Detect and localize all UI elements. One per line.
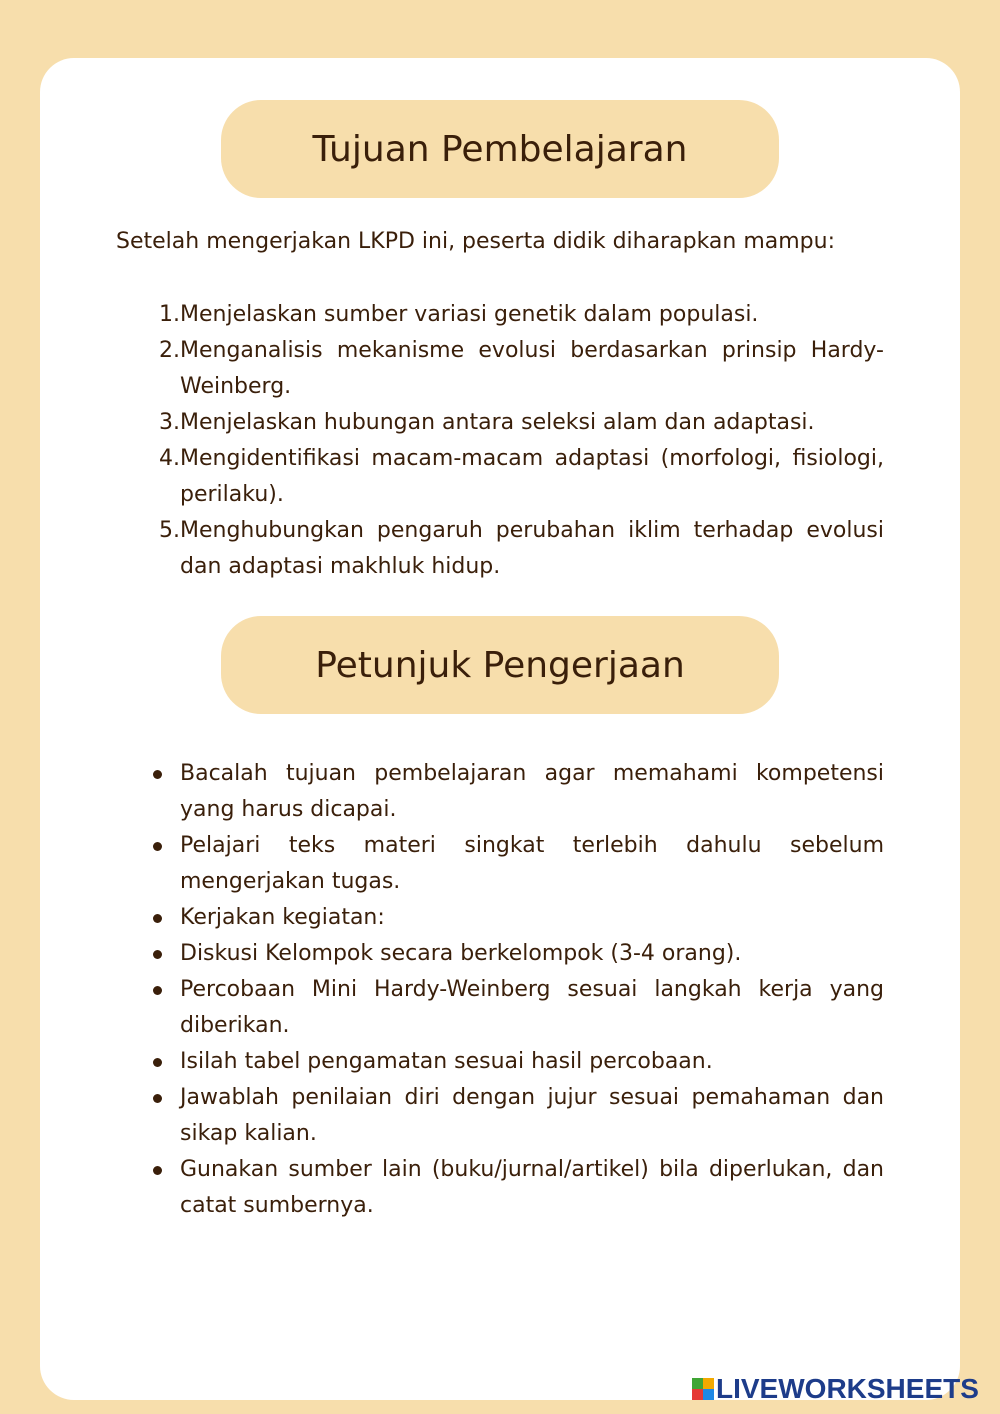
goal-number: 5. xyxy=(159,518,180,543)
instruction-item xyxy=(148,828,884,900)
goal-number: 2. xyxy=(159,338,180,363)
goal-item xyxy=(116,513,884,585)
heading-petunjuk-pengerjaan: Petunjuk Pengerjaan xyxy=(221,616,779,714)
goal-text: Menjelaskan sumber variasi genetik dalam populasi. xyxy=(180,302,759,327)
goal-text: Mengidentifikasi macam-macam adaptasi (morfologi, fisiologi, perilaku). xyxy=(180,446,884,507)
bullet-icon xyxy=(153,914,162,923)
learning-goals-list xyxy=(116,297,884,585)
bullet-icon xyxy=(153,1058,162,1067)
instruction-text: Percobaan Mini Hardy-Weinberg sesuai langkah kerja yang diberikan. xyxy=(180,977,884,1038)
instruction-text: Bacalah tujuan pembelajaran agar memahami kompetensi yang harus dicapai. xyxy=(180,761,884,822)
instruction-text: Jawablah penilaian diri dengan jujur sesuai pemahaman dan sikap kalian. xyxy=(180,1085,884,1146)
goal-number: 1. xyxy=(159,302,180,327)
bullet-icon xyxy=(153,950,162,959)
bullet-icon xyxy=(153,1166,162,1175)
brand-text: LIVEWORKSHEETS xyxy=(716,1373,979,1404)
bullet-icon xyxy=(153,1094,162,1103)
instruction-text: Kerjakan kegiatan: xyxy=(180,905,385,930)
instruction-item xyxy=(148,756,884,828)
instruction-text: Isilah tabel pengamatan sesuai hasil percobaan. xyxy=(180,1049,713,1074)
instruction-item xyxy=(148,1080,884,1152)
liveworksheets-logo-icon xyxy=(692,1378,714,1400)
instruction-text: Pelajari teks materi singkat terlebih dahulu sebelum mengerjakan tugas. xyxy=(180,833,884,894)
goal-text: Menghubungkan pengaruh perubahan iklim terhadap evolusi dan adaptasi makhluk hidup. xyxy=(180,518,884,579)
goal-item xyxy=(116,297,884,333)
goal-item xyxy=(116,441,884,513)
bullet-icon xyxy=(153,842,162,851)
bullet-icon xyxy=(153,986,162,995)
liveworksheets-brand[interactable] xyxy=(692,1374,979,1404)
goal-text: Menjelaskan hubungan antara seleksi alam dan adaptasi. xyxy=(180,410,815,435)
instruction-text: Diskusi Kelompok secara berkelompok (3-4 orang). xyxy=(180,941,742,966)
intro-paragraph: Setelah mengerjakan LKPD ini, peserta didik diharapkan mampu: xyxy=(116,229,836,254)
instruction-text: Gunakan sumber lain (buku/jurnal/artikel) bila diperlukan, dan catat sumbernya. xyxy=(180,1157,884,1218)
instruction-item xyxy=(148,972,884,1044)
instruction-item xyxy=(148,900,884,936)
instruction-item xyxy=(148,936,884,972)
bullet-icon xyxy=(153,770,162,779)
goal-number: 4. xyxy=(159,446,180,471)
goal-text: Menganalisis mekanisme evolusi berdasarkan prinsip Hardy-Weinberg. xyxy=(180,338,884,399)
goal-item xyxy=(116,333,884,405)
instruction-item xyxy=(148,1152,884,1224)
instruction-item xyxy=(148,1044,884,1080)
goal-number: 3. xyxy=(159,410,180,435)
instructions-list xyxy=(148,756,884,1224)
goal-item xyxy=(116,405,884,441)
heading-tujuan-pembelajaran: Tujuan Pembelajaran xyxy=(221,100,779,198)
